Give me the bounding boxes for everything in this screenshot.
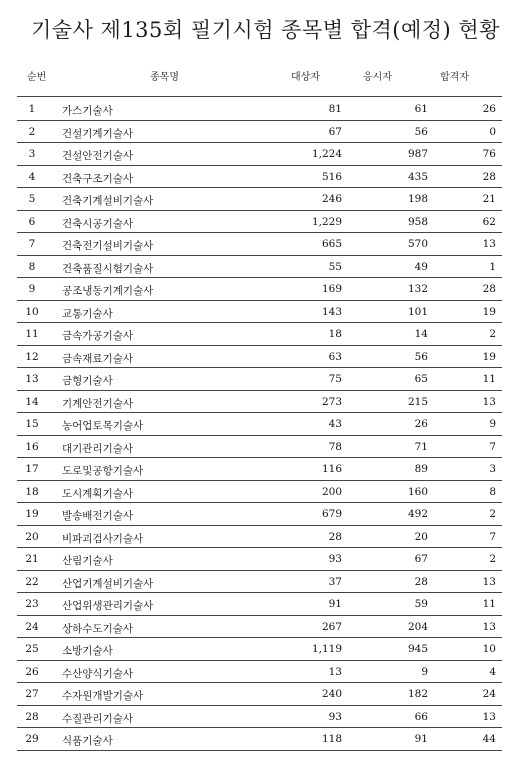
row-number: 5 bbox=[28, 193, 36, 205]
row-applicants: 435 bbox=[407, 170, 428, 183]
table-row bbox=[17, 278, 502, 301]
row-target: 1,224 bbox=[311, 148, 342, 160]
row-target: 116 bbox=[321, 463, 342, 475]
row-applicants: 56 bbox=[414, 350, 428, 363]
row-number: 21 bbox=[25, 553, 39, 565]
row-passed: 26 bbox=[482, 103, 496, 115]
row-passed: 7 bbox=[489, 440, 496, 453]
header-target: 대상자 bbox=[291, 72, 320, 83]
row-passed: 2 bbox=[489, 508, 496, 520]
row-target: 63 bbox=[328, 350, 342, 363]
row-number: 18 bbox=[25, 485, 39, 498]
row-name: 산업위생관리기술사 bbox=[62, 600, 154, 612]
row-name: 도로및공항기술사 bbox=[62, 465, 144, 477]
row-passed: 9 bbox=[489, 418, 496, 430]
row-target: 240 bbox=[321, 688, 342, 700]
table-row bbox=[17, 661, 502, 684]
row-number: 1 bbox=[28, 103, 36, 115]
row-name: 수자원개발기술사 bbox=[62, 690, 144, 702]
row-number: 24 bbox=[25, 620, 39, 633]
row-target: 516 bbox=[321, 170, 342, 183]
row-applicants: 59 bbox=[414, 598, 428, 610]
row-target: 1,119 bbox=[311, 643, 342, 655]
row-passed: 7 bbox=[489, 530, 496, 543]
row-applicants: 65 bbox=[414, 373, 428, 385]
row-applicants: 56 bbox=[414, 125, 428, 138]
row-passed: 2 bbox=[489, 328, 496, 340]
row-applicants: 91 bbox=[414, 733, 428, 745]
table-row bbox=[17, 683, 502, 706]
row-passed: 4 bbox=[489, 665, 496, 678]
row-target: 81 bbox=[328, 103, 342, 115]
row-name: 가스기술사 bbox=[62, 105, 113, 117]
row-number: 22 bbox=[25, 575, 39, 588]
row-number: 10 bbox=[25, 305, 39, 318]
row-target: 267 bbox=[321, 620, 342, 633]
row-applicants: 61 bbox=[414, 103, 428, 115]
table-row bbox=[17, 481, 502, 504]
table-row bbox=[17, 571, 502, 594]
row-applicants: 26 bbox=[414, 418, 428, 430]
row-name: 금형기술사 bbox=[62, 375, 113, 387]
row-name: 건축구조기술사 bbox=[62, 172, 134, 185]
row-name: 금속가공기술사 bbox=[62, 330, 134, 342]
row-applicants: 14 bbox=[414, 328, 428, 340]
row-name: 건설안전기술사 bbox=[62, 150, 134, 162]
table-row bbox=[17, 593, 502, 616]
row-number: 25 bbox=[25, 643, 39, 655]
row-name: 대기관리기술사 bbox=[62, 442, 134, 455]
row-name: 교통기술사 bbox=[62, 307, 113, 320]
row-applicants: 945 bbox=[407, 643, 428, 655]
table-row bbox=[17, 436, 502, 459]
row-target: 55 bbox=[328, 260, 342, 273]
table-row bbox=[17, 391, 502, 414]
row-applicants: 49 bbox=[414, 260, 428, 273]
row-number: 3 bbox=[28, 148, 36, 160]
row-passed: 21 bbox=[482, 193, 496, 205]
row-number: 14 bbox=[25, 395, 39, 408]
row-name: 건축전기설비기술사 bbox=[62, 240, 154, 252]
row-target: 200 bbox=[321, 485, 342, 498]
row-number: 28 bbox=[25, 710, 39, 723]
table-row bbox=[17, 256, 502, 279]
row-target: 43 bbox=[328, 418, 342, 430]
row-applicants: 958 bbox=[407, 215, 428, 228]
row-target: 91 bbox=[328, 598, 342, 610]
row-passed: 24 bbox=[482, 688, 496, 700]
row-passed: 28 bbox=[482, 170, 496, 183]
row-passed: 10 bbox=[482, 643, 496, 655]
row-target: 18 bbox=[328, 328, 342, 340]
row-target: 93 bbox=[328, 553, 342, 565]
row-passed: 62 bbox=[482, 215, 496, 228]
row-number: 17 bbox=[25, 463, 39, 475]
row-number: 15 bbox=[25, 418, 39, 430]
header-name: 종목명 bbox=[150, 72, 179, 83]
row-passed: 8 bbox=[489, 485, 496, 498]
row-applicants: 66 bbox=[414, 710, 428, 723]
header-applicants: 응시자 bbox=[363, 72, 392, 83]
row-passed: 1 bbox=[489, 260, 496, 273]
row-passed: 44 bbox=[482, 733, 496, 745]
row-passed: 28 bbox=[482, 283, 496, 295]
row-target: 75 bbox=[328, 373, 342, 385]
table-row bbox=[17, 188, 502, 211]
row-name: 비파괴검사기술사 bbox=[62, 532, 144, 545]
row-name: 금속재료기술사 bbox=[62, 352, 134, 365]
table-row bbox=[17, 98, 502, 121]
row-name: 건설기계기술사 bbox=[62, 127, 134, 140]
row-number: 26 bbox=[25, 665, 39, 678]
row-number: 7 bbox=[28, 238, 36, 250]
table-row bbox=[17, 526, 502, 549]
row-number: 9 bbox=[28, 283, 36, 295]
row-passed: 13 bbox=[482, 575, 496, 588]
table-row bbox=[17, 368, 502, 391]
row-applicants: 20 bbox=[414, 530, 428, 543]
row-target: 28 bbox=[328, 530, 342, 543]
row-name: 소방기술사 bbox=[62, 645, 113, 657]
table-row bbox=[17, 413, 502, 436]
row-name: 발송배전기술사 bbox=[62, 510, 134, 522]
row-target: 37 bbox=[328, 575, 342, 588]
row-applicants: 204 bbox=[407, 620, 428, 633]
row-name: 건축기계설비기술사 bbox=[62, 195, 154, 207]
row-target: 169 bbox=[321, 283, 342, 295]
header-passed: 합격자 bbox=[440, 72, 469, 83]
row-target: 246 bbox=[321, 193, 342, 205]
row-number: 13 bbox=[25, 373, 39, 385]
row-number: 4 bbox=[28, 170, 36, 183]
row-number: 29 bbox=[25, 733, 39, 745]
row-passed: 3 bbox=[489, 463, 496, 475]
header-no: 순번 bbox=[27, 72, 47, 83]
table-row bbox=[17, 503, 502, 526]
row-number: 8 bbox=[28, 260, 36, 273]
row-passed: 19 bbox=[482, 305, 496, 318]
row-applicants: 987 bbox=[407, 148, 428, 160]
row-name: 산림기술사 bbox=[62, 555, 113, 567]
row-passed: 13 bbox=[482, 395, 496, 408]
table-row bbox=[17, 143, 502, 166]
row-number: 27 bbox=[25, 688, 39, 700]
table-header bbox=[0, 65, 531, 85]
row-passed: 11 bbox=[482, 373, 496, 385]
row-target: 13 bbox=[328, 665, 342, 678]
table-row bbox=[17, 616, 502, 639]
row-target: 273 bbox=[321, 395, 342, 408]
row-passed: 13 bbox=[482, 238, 496, 250]
row-applicants: 132 bbox=[407, 283, 428, 295]
row-number: 16 bbox=[25, 440, 39, 453]
row-target: 143 bbox=[321, 305, 342, 318]
row-passed: 2 bbox=[489, 553, 496, 565]
row-name: 농어업토목기술사 bbox=[62, 420, 144, 432]
table-row bbox=[17, 706, 502, 729]
row-name: 식품기술사 bbox=[62, 735, 113, 747]
row-name: 공조냉동기계기술사 bbox=[62, 285, 154, 297]
row-name: 산업기계설비기술사 bbox=[62, 577, 154, 590]
row-name: 건축시공기술사 bbox=[62, 217, 134, 230]
table-row bbox=[17, 301, 502, 324]
row-target: 67 bbox=[328, 125, 342, 138]
row-applicants: 71 bbox=[414, 440, 428, 453]
row-target: 78 bbox=[328, 440, 342, 453]
row-target: 118 bbox=[321, 733, 342, 745]
table-row bbox=[17, 211, 502, 234]
table-row bbox=[17, 638, 502, 661]
row-applicants: 492 bbox=[407, 508, 428, 520]
row-number: 19 bbox=[25, 508, 39, 520]
row-applicants: 160 bbox=[407, 485, 428, 498]
row-number: 12 bbox=[25, 350, 39, 363]
row-applicants: 28 bbox=[414, 575, 428, 588]
row-name: 수질관리기술사 bbox=[62, 712, 134, 725]
row-applicants: 101 bbox=[407, 305, 428, 318]
row-passed: 13 bbox=[482, 620, 496, 633]
table-row bbox=[17, 548, 502, 571]
row-applicants: 89 bbox=[414, 463, 428, 475]
row-name: 건축품질시험기술사 bbox=[62, 262, 154, 275]
row-name: 기계안전기술사 bbox=[62, 397, 134, 410]
table-row bbox=[17, 728, 502, 751]
row-target: 679 bbox=[321, 508, 342, 520]
row-number: 23 bbox=[25, 598, 39, 610]
row-passed: 13 bbox=[482, 710, 496, 723]
row-applicants: 198 bbox=[407, 193, 428, 205]
row-name: 도시계획기술사 bbox=[62, 487, 134, 500]
row-applicants: 215 bbox=[407, 395, 428, 408]
table-row bbox=[17, 233, 502, 256]
row-passed: 19 bbox=[482, 350, 496, 363]
row-passed: 76 bbox=[482, 148, 496, 160]
row-applicants: 9 bbox=[421, 665, 428, 678]
row-applicants: 570 bbox=[407, 238, 428, 250]
page-title: 기술사 제135회 필기시험 종목별 합격(예정) 현황 bbox=[31, 18, 500, 42]
row-target: 93 bbox=[328, 710, 342, 723]
table-row bbox=[17, 166, 502, 189]
table-row bbox=[17, 458, 502, 481]
row-name: 수산양식기술사 bbox=[62, 667, 134, 680]
table-top-rule bbox=[17, 96, 502, 97]
row-passed: 11 bbox=[482, 598, 496, 610]
row-name: 상하수도기술사 bbox=[62, 622, 134, 635]
table-row bbox=[17, 121, 502, 144]
row-number: 2 bbox=[28, 125, 36, 138]
row-target: 665 bbox=[321, 238, 342, 250]
row-applicants: 67 bbox=[414, 553, 428, 565]
row-number: 20 bbox=[25, 530, 39, 543]
row-passed: 0 bbox=[489, 125, 496, 138]
row-number: 6 bbox=[28, 215, 36, 228]
row-number: 11 bbox=[25, 328, 39, 340]
row-target: 1,229 bbox=[311, 215, 342, 228]
table-row bbox=[17, 323, 502, 346]
table-row bbox=[17, 346, 502, 369]
row-applicants: 182 bbox=[407, 688, 428, 700]
table-body bbox=[17, 98, 502, 751]
